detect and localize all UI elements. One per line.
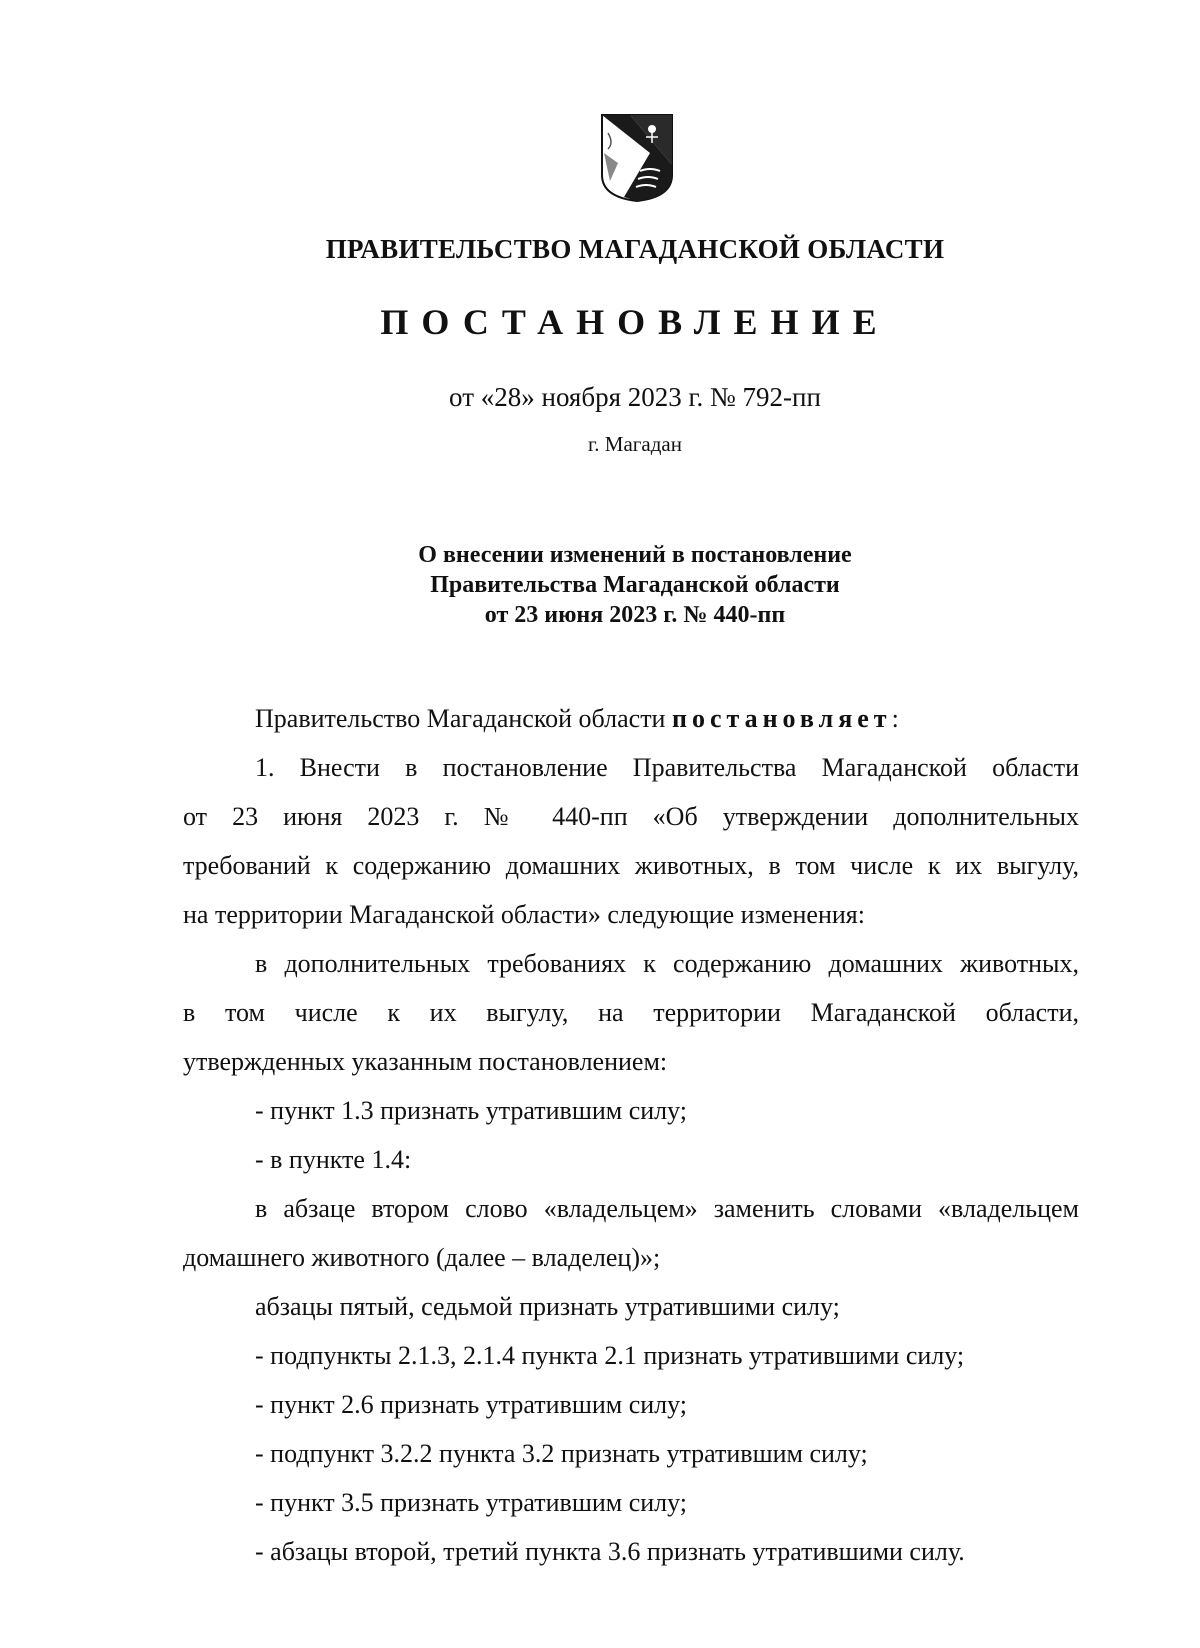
document-body xyxy=(183,694,1079,1576)
subject-line: Правительства Магаданской области xyxy=(430,572,840,598)
preamble-end: : xyxy=(891,704,899,733)
list-item: - пункт 1.3 признать утратившим силу; xyxy=(255,1096,688,1125)
body-line: абзацы пятый, седьмой признать утратившими силу; xyxy=(255,1292,840,1321)
coat-of-arms-icon xyxy=(600,113,674,203)
list-item: - в пункте 1.4: xyxy=(255,1145,412,1174)
list-item: - пункт 2.6 признать утратившим силу; xyxy=(255,1390,688,1419)
preamble-text: Правительство Магаданской области xyxy=(255,704,672,733)
body-line: домашнего животного (далее – владелец)»; xyxy=(183,1243,661,1272)
list-item: - подпункт 3.2.2 пункта 3.2 признать утратившим силу; xyxy=(255,1439,868,1468)
body-line: утвержденных указанным постановлением: xyxy=(183,1047,668,1076)
subject-line: от 23 июня 2023 г. № 440-пп xyxy=(484,602,786,628)
body-line: 1. Внести в постановление Правительства Магаданской области xyxy=(255,753,1079,782)
body-line: требований к содержанию домашних животных, в том числе к их выгулу, xyxy=(183,851,1079,880)
document-type: ПОСТАНОВЛЕНИЕ xyxy=(380,302,890,342)
body-line: в том числе к их выгулу, на территории Магаданской области, xyxy=(183,998,1079,1027)
preamble xyxy=(183,694,1079,743)
government-name: ПРАВИТЕЛЬСТВО МАГАДАНСКОЙ ОБЛАСТИ xyxy=(325,234,945,264)
body-line: от 23 июня 2023 г. № 440-пп «Об утверждении дополнительных xyxy=(183,802,1079,831)
list-item: - абзацы второй, третий пункта 3.6 признать утратившими силу. xyxy=(255,1537,965,1566)
document-date-number: от «28» ноября 2023 г. № 792-пп xyxy=(449,382,821,412)
body-line: в абзаце втором слово «владельцем» заменить словами «владельцем xyxy=(255,1194,1079,1223)
preamble-verb: постановляет xyxy=(671,704,892,733)
subject-line: О внесении изменений в постановление xyxy=(418,542,852,568)
list-item: - подпункты 2.1.3, 2.1.4 пункта 2.1 признать утратившими силу; xyxy=(255,1341,965,1370)
document-city: г. Магадан xyxy=(588,432,682,456)
body-line: в дополнительных требованиях к содержанию домашних животных, xyxy=(255,949,1079,978)
list-item: - пункт 3.5 признать утратившим силу; xyxy=(255,1488,688,1517)
body-line: на территории Магаданской области» следующие изменения: xyxy=(183,900,865,929)
document-subject xyxy=(0,540,1200,630)
